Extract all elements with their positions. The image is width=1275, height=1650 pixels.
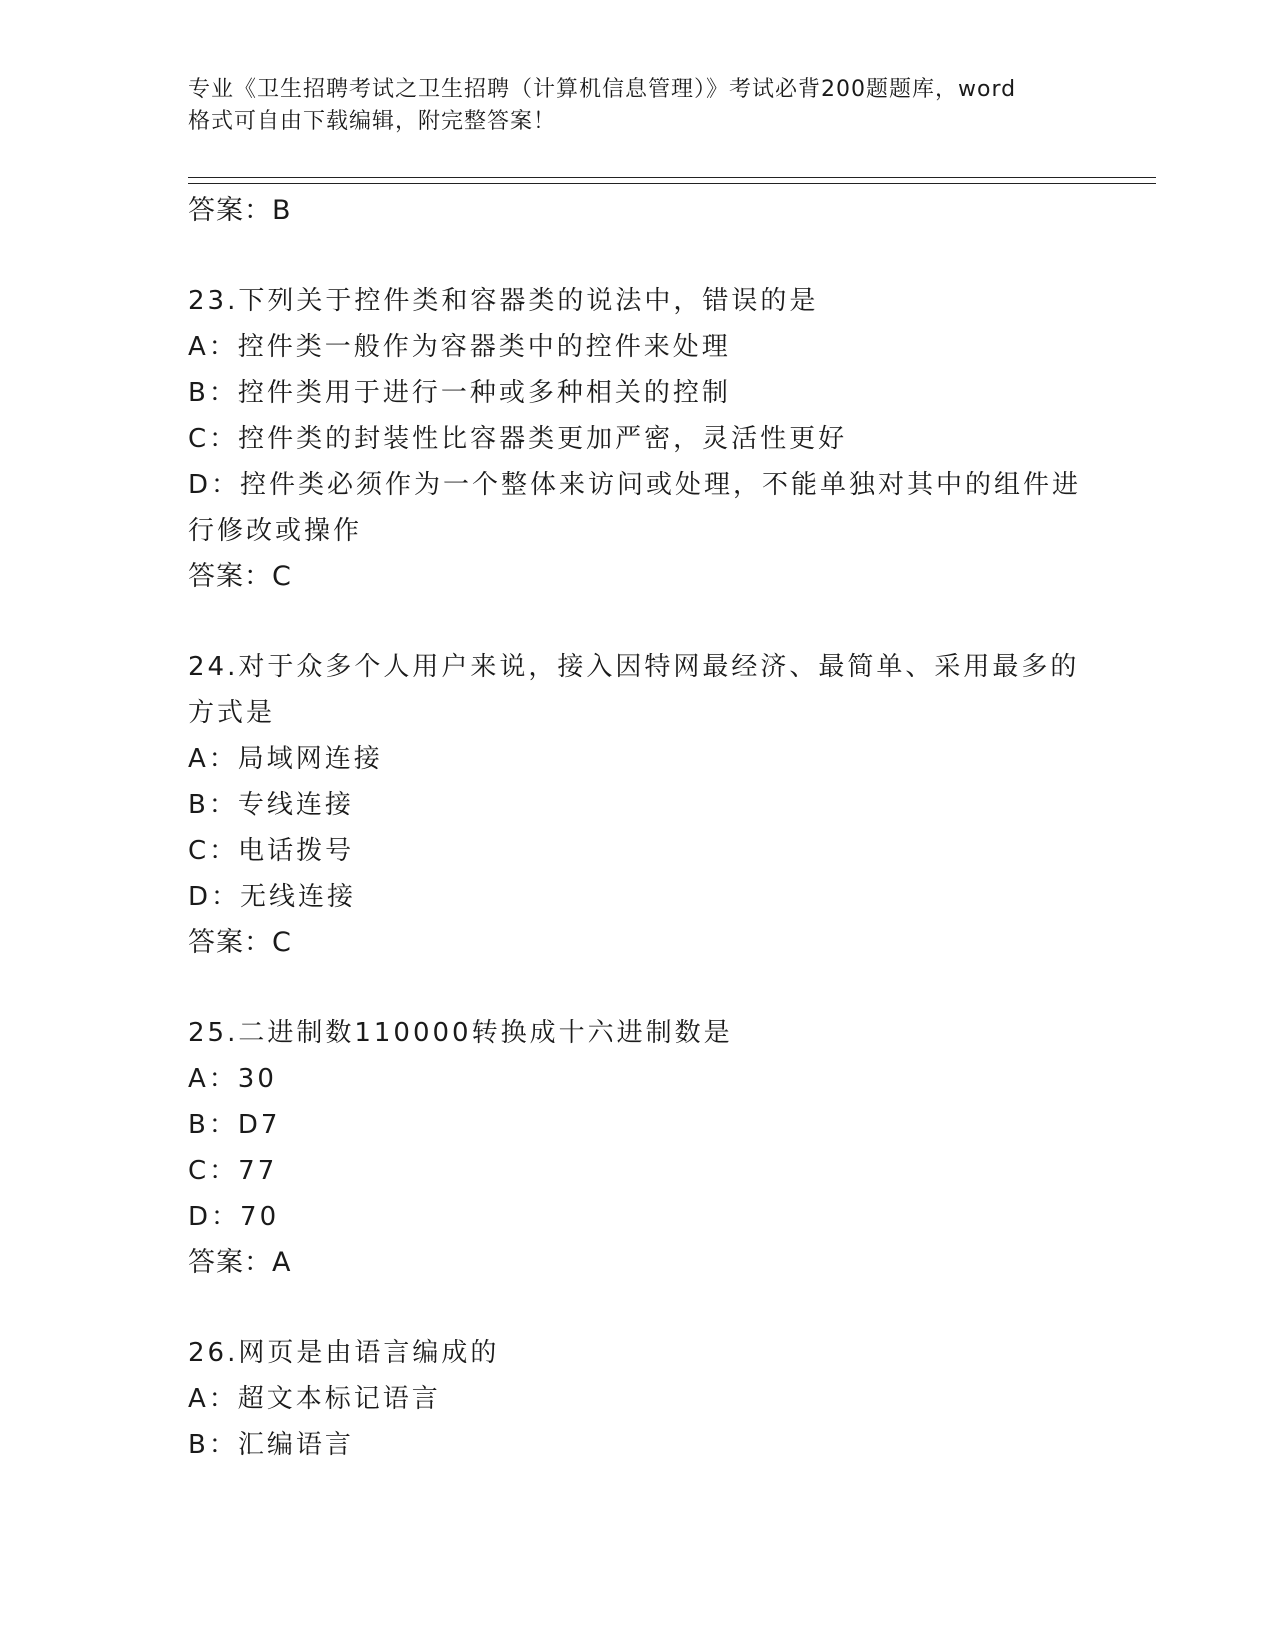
header-line-1: 专业《卫生招聘考试之卫生招聘（计算机信息管理）》考试必背200题题库，word	[188, 77, 1017, 102]
question-text: 24.对于众多个人用户来说，接入因特网最经济、最简单、采用最多的	[188, 652, 1080, 682]
option-text: D：控件类必须作为一个整体来访问或处理，不能单独对其中的组件进	[188, 470, 1082, 500]
option-text: C：77	[188, 1156, 278, 1186]
option-text: A：局域网连接	[188, 744, 383, 774]
option-text: B：专线连接	[188, 790, 354, 820]
option-text: A：超文本标记语言	[188, 1384, 441, 1414]
option-text: C：电话拨号	[188, 836, 355, 866]
question-spacer	[188, 600, 1088, 644]
option-text: D：无线连接	[188, 882, 357, 912]
question-text: 25.二进制数110000转换成十六进制数是	[188, 1018, 733, 1048]
question-spacer	[188, 234, 1088, 278]
option-text: D：70	[188, 1202, 280, 1232]
header-divider-top	[188, 177, 1156, 178]
answer-label: 答案：A	[188, 1247, 292, 1278]
question-text: 23.下列关于控件类和容器类的说法中，错误的是	[188, 286, 819, 316]
header-line-2: 格式可自由下载编辑，附完整答案！	[188, 109, 557, 134]
question-spacer	[188, 1286, 1088, 1330]
option-text: C：控件类的封装性比容器类更加严密，灵活性更好	[188, 424, 848, 454]
option-text: A：控件类一般作为容器类中的控件来处理	[188, 332, 731, 362]
option-text: B：汇编语言	[188, 1430, 354, 1460]
question-block	[188, 1010, 1088, 1286]
question-block	[188, 1330, 1088, 1468]
question-text: 26.网页是由语言编成的	[188, 1338, 500, 1368]
question-spacer	[188, 966, 1088, 1010]
option-text: A：30	[188, 1064, 277, 1094]
option-text: 行修改或操作	[188, 516, 363, 546]
answer-label: 答案：C	[188, 561, 292, 592]
question-block	[188, 278, 1088, 600]
document-header	[188, 74, 1088, 138]
header-divider-bottom	[188, 183, 1156, 184]
option-text: B：控件类用于进行一种或多种相关的控制	[188, 378, 731, 408]
option-text: B：D7	[188, 1110, 281, 1140]
question-text: 方式是	[188, 698, 276, 728]
answer-label: 答案：C	[188, 927, 292, 958]
question-list	[188, 188, 1088, 1468]
answer-label: 答案：B	[188, 195, 292, 226]
question-block	[188, 644, 1088, 966]
